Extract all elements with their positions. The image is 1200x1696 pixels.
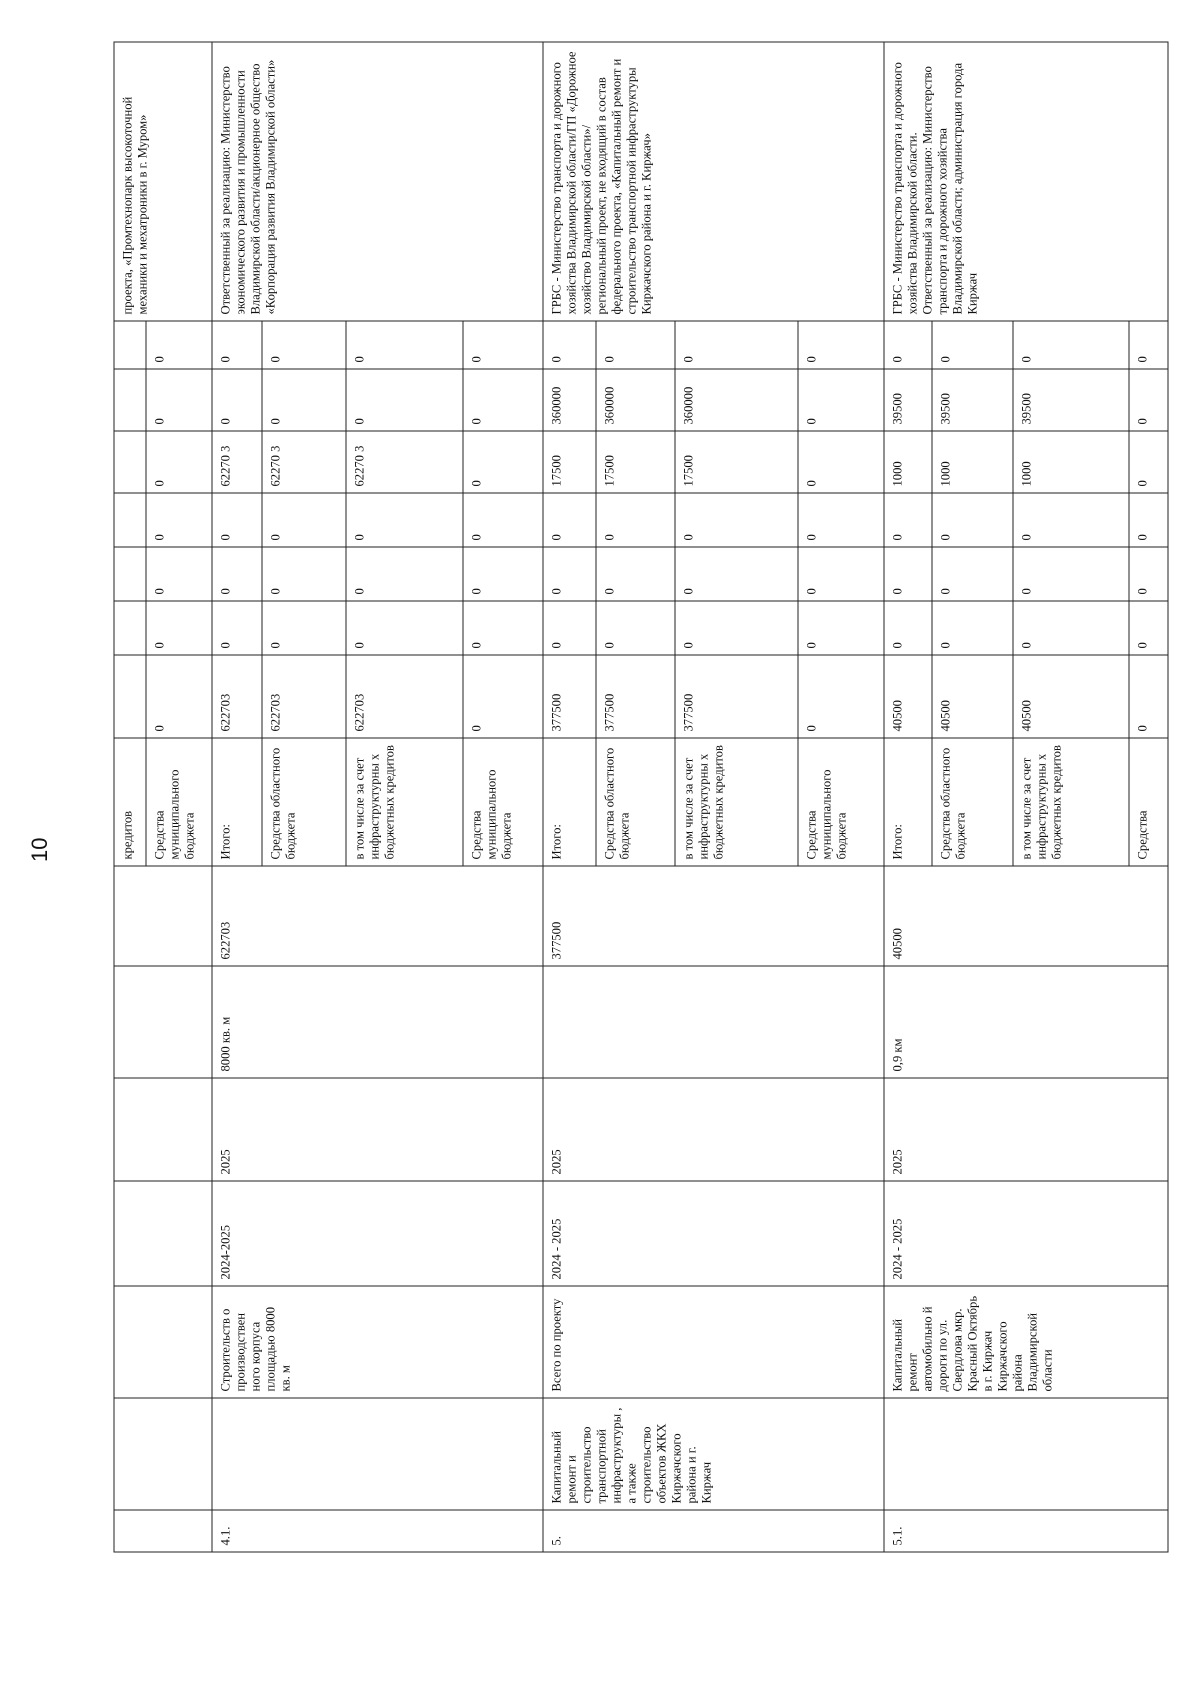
value-cell: 0 <box>543 547 595 601</box>
value-cell: 40500 <box>932 655 1014 738</box>
cell-result: Всего по проекту <box>543 1286 884 1398</box>
value-cell: 0 <box>463 493 544 547</box>
cell-year: 2025 <box>212 1078 544 1181</box>
value-cell: 0 <box>1129 655 1168 738</box>
value-cell: 0 <box>596 493 676 547</box>
value-cell: 0 <box>884 321 932 369</box>
value-cell: 0 <box>932 601 1014 655</box>
value-cell: 0 <box>543 601 595 655</box>
responsible-cell: ГРБС - Министерство транспорта и дорожного хозяйства Владимирской области. Ответственный за реализацию: Министерство транспорта и дорожного хозяйства Владимирской области; администрация города Киржач <box>884 42 1168 321</box>
value-cell: 0 <box>675 321 798 369</box>
value-cell: 0 <box>798 369 884 431</box>
cell-year: 2025 <box>543 1078 884 1181</box>
cell-period: 2024 - 2025 <box>543 1181 884 1286</box>
value-cell: 0 <box>1013 547 1129 601</box>
value-cell: 0 <box>798 321 884 369</box>
table-row <box>212 42 262 1552</box>
value-cell: 0 <box>146 601 212 655</box>
value-cell: 0 <box>884 547 932 601</box>
value-cell: 0 <box>346 369 463 431</box>
value-cell: 0 <box>146 321 212 369</box>
value-cell: 0 <box>543 493 595 547</box>
source-label: Итого: <box>884 738 932 866</box>
cell-indicator <box>114 966 212 1078</box>
source-label: кредитов <box>114 738 146 866</box>
cell-total: 377500 <box>543 866 884 966</box>
value-cell: 0 <box>798 655 884 738</box>
value-cell: 0 <box>463 547 544 601</box>
value-cell: 39500 <box>1013 369 1129 431</box>
source-label: Средства муниципального бюджета <box>146 738 212 866</box>
source-label: в том числе за счет инфраструктурны х бюджетных кредитов <box>346 738 463 866</box>
cell-total <box>114 866 212 966</box>
cell-num: 4.1. <box>212 1510 544 1552</box>
source-label: Средства областного бюджета <box>596 738 676 866</box>
source-label: Итого: <box>543 738 595 866</box>
value-cell: 0 <box>543 321 595 369</box>
value-cell: 0 <box>346 601 463 655</box>
value-cell: 17500 <box>675 431 798 493</box>
value-cell: 17500 <box>596 431 676 493</box>
cell-name <box>884 1398 1168 1510</box>
value-cell: 622703 <box>346 655 463 738</box>
cell-period <box>114 1181 212 1286</box>
cell-period: 2024-2025 <box>212 1181 544 1286</box>
source-label: Средства муниципального бюджета <box>798 738 884 866</box>
value-cell: 0 <box>798 601 884 655</box>
cell-year: 2025 <box>884 1078 1168 1181</box>
value-cell: 0 <box>1013 601 1129 655</box>
value-cell: 0 <box>932 547 1014 601</box>
value-cell: 62270 3 <box>262 431 346 493</box>
table-row <box>884 42 932 1552</box>
value-cell: 39500 <box>884 369 932 431</box>
value-cell: 0 <box>1013 321 1129 369</box>
source-label: Средства муниципального бюджета <box>463 738 544 866</box>
value-cell: 0 <box>262 547 346 601</box>
value-cell: 0 <box>463 321 544 369</box>
cell-num: 5. <box>543 1510 884 1552</box>
value-cell: 40500 <box>1013 655 1129 738</box>
value-cell: 377500 <box>675 655 798 738</box>
source-label: Средства областного бюджета <box>262 738 346 866</box>
value-cell: 0 <box>1129 547 1168 601</box>
cell-name <box>114 1398 212 1510</box>
value-cell: 0 <box>1129 601 1168 655</box>
value-cell: 622703 <box>212 655 262 738</box>
value-cell: 0 <box>1129 369 1168 431</box>
value-cell: 0 <box>212 547 262 601</box>
value-cell: 0 <box>146 431 212 493</box>
value-cell: 377500 <box>596 655 676 738</box>
value-cell: 39500 <box>932 369 1014 431</box>
value-cell: 0 <box>212 321 262 369</box>
cell-period: 2024 - 2025 <box>884 1181 1168 1286</box>
source-label: в том числе за счет инфраструктурны х бюджетных кредитов <box>675 738 798 866</box>
value-cell: 0 <box>212 493 262 547</box>
value-cell: 360000 <box>543 369 595 431</box>
cell-num <box>114 1510 212 1552</box>
value-cell: 0 <box>146 547 212 601</box>
table-row <box>114 42 146 1552</box>
value-cell: 17500 <box>543 431 595 493</box>
value-cell: 1000 <box>932 431 1014 493</box>
value-cell: 1000 <box>1013 431 1129 493</box>
value-cell: 0 <box>596 321 676 369</box>
cell-result <box>114 1286 212 1398</box>
value-cell: 377500 <box>543 655 595 738</box>
cell-result: Капитальный ремонт автомобильно й дороги по ул. Свердлова мкр. Красный Октябрь в г. Киржач Киржачского района Владимирской области <box>884 1286 1168 1398</box>
value-cell: 0 <box>798 547 884 601</box>
value-cell: 40500 <box>884 655 932 738</box>
value-cell: 62270 3 <box>212 431 262 493</box>
cell-total: 40500 <box>884 866 1168 966</box>
program-table <box>114 43 1169 1553</box>
value-cell: 0 <box>932 321 1014 369</box>
value-cell: 0 <box>262 601 346 655</box>
page-number: 10 <box>27 837 52 862</box>
value-cell: 0 <box>884 493 932 547</box>
value-cell: 0 <box>346 493 463 547</box>
value-cell: 0 <box>346 321 463 369</box>
value-cell: 0 <box>262 493 346 547</box>
value-cell: 0 <box>262 369 346 431</box>
value-cell: 0 <box>463 655 544 738</box>
value-cell: 0 <box>463 431 544 493</box>
value-cell: 0 <box>463 601 544 655</box>
table-row <box>543 42 595 1552</box>
value-cell: 0 <box>463 369 544 431</box>
responsible-cell: Ответственный за реализацию: Министерство экономического развития и промышленности Владимирской области/акционерное общество «Корпорация развития Владимирской области» <box>212 42 544 321</box>
value-cell: 0 <box>675 547 798 601</box>
value-cell: 0 <box>212 369 262 431</box>
source-label: Средства <box>1129 738 1168 866</box>
responsible-cell: проекта, «Промтехнопарк высокоточной механики и мехатроники в г. Муром» <box>114 42 212 321</box>
value-cell: 0 <box>1129 493 1168 547</box>
value-cell: 0 <box>346 547 463 601</box>
value-cell: 0 <box>1013 493 1129 547</box>
value-cell: 0 <box>1129 431 1168 493</box>
cell-result: Строительств о производствен ного корпуса площадью 8000 кв. м <box>212 1286 544 1398</box>
value-cell: 0 <box>675 493 798 547</box>
cell-name <box>212 1398 544 1510</box>
source-label: Итого: <box>212 738 262 866</box>
value-cell: 0 <box>884 601 932 655</box>
cell-indicator: 8000 кв. м <box>212 966 544 1078</box>
value-cell: 0 <box>262 321 346 369</box>
value-cell: 0 <box>798 431 884 493</box>
source-label: в том числе за счет инфраструктурны х бюджетных кредитов <box>1013 738 1129 866</box>
value-cell: 0 <box>146 493 212 547</box>
value-cell: 622703 <box>262 655 346 738</box>
cell-indicator: 0,9 км <box>884 966 1168 1078</box>
cell-year <box>114 1078 212 1181</box>
value-cell: 62270 3 <box>346 431 463 493</box>
value-cell: 0 <box>146 369 212 431</box>
source-label: Средства областного бюджета <box>932 738 1014 866</box>
cell-total: 622703 <box>212 866 544 966</box>
value-cell: 360000 <box>596 369 676 431</box>
value-cell: 0 <box>146 655 212 738</box>
value-cell: 0 <box>675 601 798 655</box>
cell-num: 5.1. <box>884 1510 1168 1552</box>
value-cell: 360000 <box>675 369 798 431</box>
value-cell: 0 <box>596 547 676 601</box>
value-cell: 0 <box>798 493 884 547</box>
value-cell: 1000 <box>884 431 932 493</box>
value-cell: 0 <box>212 601 262 655</box>
value-cell: 0 <box>1129 321 1168 369</box>
value-cell: 0 <box>932 493 1014 547</box>
responsible-cell: ГРБС - Министерство транспорта и дорожного хозяйства Владимирской области/ГП «Дорожное хозяйство Владимирской области»/региональный проект, не входящий в состав федерального проекта, «Капитальный ремонт и строительство транспортной инфраструктуры Киржачского района и г. Киржач» <box>543 42 884 321</box>
value-cell: 0 <box>596 601 676 655</box>
cell-name: Капитальный ремонт и строительство транспортной инфраструктуры , а также строительство объектов ЖКХ Киржачского района и г. Киржач <box>543 1398 884 1510</box>
cell-indicator <box>543 966 884 1078</box>
